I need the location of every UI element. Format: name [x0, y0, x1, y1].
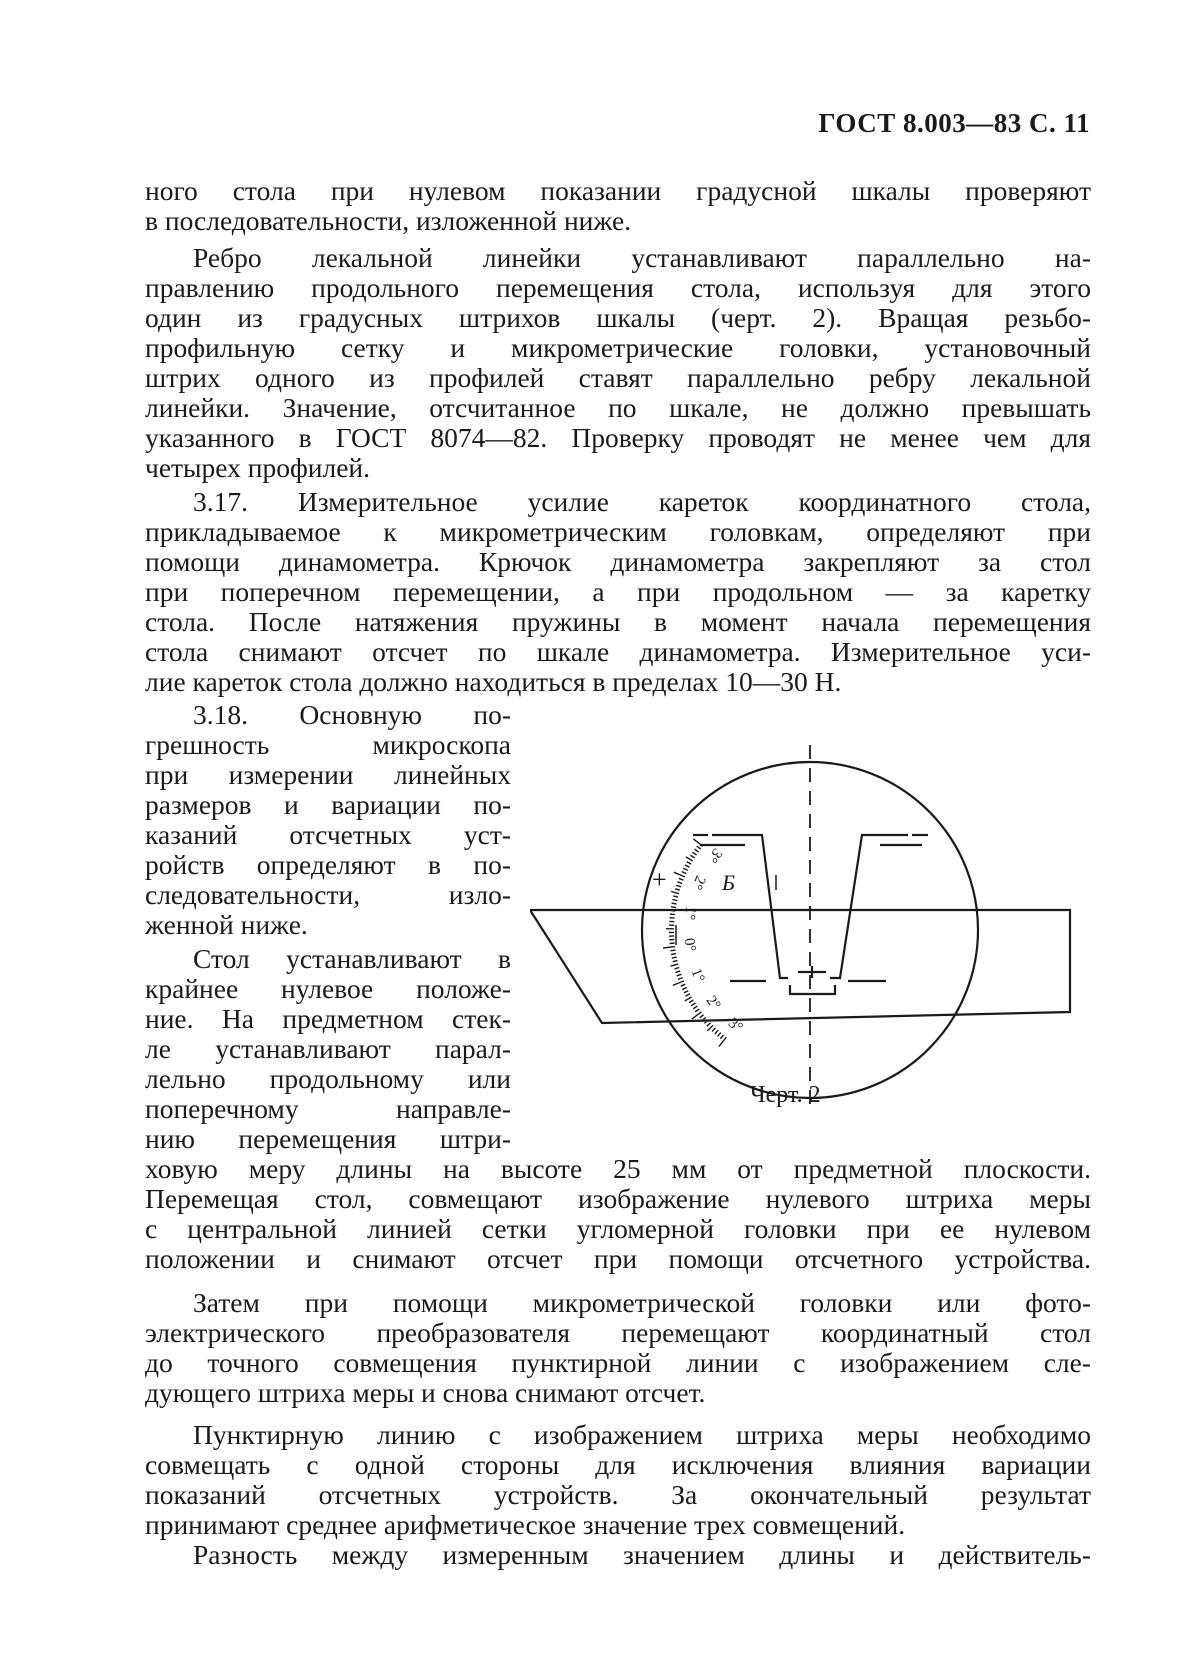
scale-tick: [687, 862, 691, 865]
scale-tick: [673, 961, 678, 962]
text-line: положении и снимают отсчет при помощи отсчетного устройства.: [145, 1243, 1091, 1274]
paragraph-difference: [145, 1540, 1091, 1570]
scale-tick: [671, 907, 676, 908]
scale-tick: [690, 855, 694, 858]
text-line: ного стола при нулевом показании градусной шкалы проверяют: [145, 175, 1091, 206]
scale-tick: [682, 872, 687, 874]
scale-tick: [671, 964, 679, 966]
scale-tick: [675, 889, 680, 890]
scale-tick: [676, 885, 681, 887]
text-line: 3.17. Измерительное усилие кареток координатного стола,: [193, 486, 1091, 517]
scale-tick: [670, 914, 675, 915]
scale-tick: [689, 1000, 693, 1003]
scale-tick: [700, 1015, 704, 1018]
scale-tick: [695, 849, 699, 852]
paragraph-dotted-line: [145, 1420, 1091, 1540]
bottom-bracket: [790, 985, 835, 994]
drawing-2: [530, 740, 1075, 1110]
text-line: при измерении линейных: [145, 759, 511, 790]
scale-tick: [673, 896, 678, 897]
paragraph-3-18: [145, 700, 511, 940]
paragraph-continuation: [145, 1154, 1091, 1274]
scale-label: 1°: [687, 966, 708, 985]
text-line: помощи динамометра. Крючок динамометра закрепляют за стол: [145, 546, 1091, 577]
scale-tick: [693, 1006, 697, 1009]
scale-tick: [678, 882, 683, 884]
scale-tick: [684, 991, 689, 993]
text-line: с центральной линией сетки угломерной головки при ее нулевом: [145, 1213, 1091, 1244]
text-line: Ребро лекальной линейки устанавливают параллельно на-: [193, 242, 1091, 273]
scale-tick: [681, 984, 686, 986]
text-line: Разность между измеренным значением длины и действитель-: [193, 1539, 1091, 1570]
scale-tick: [686, 857, 693, 861]
scale-label: 3°: [725, 1015, 746, 1037]
text-line: размеров и вариации по-: [145, 789, 511, 820]
paragraph-micrometer: [145, 1288, 1091, 1408]
text-line: ние. На предметном стек-: [145, 1003, 511, 1034]
scale-tick: [675, 968, 680, 969]
text-line: поперечному направле-: [145, 1093, 511, 1124]
scale-tick: [671, 892, 679, 894]
scale-tick: [672, 900, 677, 901]
text-line: Затем при помощи микрометрической головки или фото-: [193, 1287, 1091, 1318]
text-line: ле устанавливают парал-: [145, 1033, 511, 1064]
scale-label: 3°: [703, 845, 725, 866]
text-line: нию перемещения штри-: [145, 1123, 511, 1154]
scale-tick: [715, 1030, 718, 1034]
text-line: указанного в ГОСТ 8074—82. Проверку проводят не менее чем для: [145, 422, 1091, 453]
text-line: лельно продольному или: [145, 1063, 511, 1094]
scale-tick: [685, 997, 692, 1001]
paragraph-3-17: [145, 487, 1091, 697]
scale-tick: [683, 868, 688, 870]
scale-tick: [707, 1025, 713, 1031]
scale-label: 0°: [680, 937, 699, 953]
paragraph-1: [145, 176, 1091, 236]
scale-tick: [672, 957, 677, 958]
text-line: 3.18. Основную по-: [193, 699, 511, 730]
text-line: ройств определяют в по-: [145, 849, 511, 880]
scale-tick: [673, 981, 684, 986]
text-line: показаний отсчетных устройств. За окончательный результат: [145, 1479, 1091, 1510]
scale-tick: [693, 839, 702, 846]
scale-tick: [663, 947, 675, 948]
figure-caption: Черт. 2: [750, 1082, 821, 1108]
text-line: Стол устанавливают в: [193, 943, 511, 974]
text-line: стола. После натяжения пружины в момент начала перемещения: [145, 606, 1091, 637]
scale-tick: [697, 846, 701, 849]
text-line: правлению продольного перемещения стола, используя для этого: [145, 272, 1091, 303]
scale-tick: [686, 994, 690, 996]
text-line: грешность микроскопа: [145, 729, 511, 760]
scale-label: 2°: [688, 873, 709, 892]
text-line: прикладываемое к микрометрическим головкам, определяют при: [145, 516, 1091, 547]
text-line: ховую меру длины на высоте 25 мм от предметной плоскости.: [145, 1153, 1091, 1184]
text-line: Пунктирную линию с изображением штриха меры необходимо: [193, 1419, 1091, 1450]
scale-tick: [670, 943, 675, 944]
text-line: совмещать с одной стороны для исключения влияния вариации: [145, 1449, 1091, 1480]
text-line: принимают среднее арифметическое значение трех совмещений.: [145, 1509, 906, 1540]
text-line: при поперечном перемещении, а при продольном — за каретку: [145, 576, 1091, 607]
label-b: Б: [722, 870, 735, 895]
ruler-outline: [530, 910, 1070, 1023]
text-line: электрического преобразователя перемещают координатный стол: [145, 1317, 1091, 1348]
scale-tick: [671, 950, 676, 951]
text-line: штрих одного из профилей ставят параллельно ребру лекальной: [145, 362, 1091, 393]
scale-tick: [712, 1028, 715, 1032]
scale-tick: [695, 1009, 699, 1012]
text-line: один из градусных штрихов шкалы (черт. 2). Вращая резьбо-: [145, 302, 1091, 333]
scale-tick: [692, 852, 696, 855]
text-line: четырех профилей.: [145, 452, 371, 483]
scale-tick: [685, 865, 690, 867]
paragraph-table-setup: [145, 944, 511, 1154]
scale-tick: [671, 954, 676, 955]
page-header: ГОСТ 8.003—83 С. 11: [818, 108, 1090, 138]
text-line: крайнее нулевое положе-: [145, 973, 511, 1004]
scale-label: 1°: [680, 905, 699, 921]
scale-tick: [672, 903, 677, 904]
text-line: стола снимают отсчет по шкале динамометра. Измерительное уси-: [145, 636, 1091, 667]
paragraph-2: [145, 243, 1091, 483]
right-profile: [830, 835, 908, 978]
scale-tick: [679, 878, 684, 880]
text-line: казаний отсчетных уст-: [145, 819, 511, 850]
text-line: Перемещая стол, совмещают изображение нулевого штриха меры: [145, 1183, 1091, 1214]
text-line: дующего штриха меры и снова снимают отсчет.: [145, 1377, 706, 1408]
text-line: следовательности, изло-: [145, 879, 511, 910]
scale-tick: [676, 971, 681, 973]
scale-label: 2°: [702, 992, 724, 1014]
scale-tick: [677, 974, 682, 976]
scale-tick: [707, 1023, 711, 1026]
text-line: женной ниже.: [145, 909, 308, 940]
scale-tick: [719, 1037, 726, 1046]
plus-sign: +: [652, 865, 667, 894]
scale-tick: [678, 978, 683, 980]
scale-tick: [720, 1035, 723, 1039]
text-line: линейки. Значение, отсчитанное по шкале, не должно превышать: [145, 392, 1091, 423]
scale-tick: [691, 1003, 695, 1006]
text-line: до точного совмещения пунктирной линии с изображением сле-: [145, 1347, 1091, 1378]
angular-scale-labels: [681, 845, 746, 1036]
text-line: в последовательности, изложенной ниже.: [145, 205, 632, 236]
text-line: лие кареток стола должно находиться в пределах 10—30 Н.: [145, 666, 842, 697]
text-line: профильную сетку и микрометрические головки, установочный: [145, 332, 1091, 363]
scale-tick: [718, 1033, 721, 1037]
scale-tick: [682, 988, 687, 990]
